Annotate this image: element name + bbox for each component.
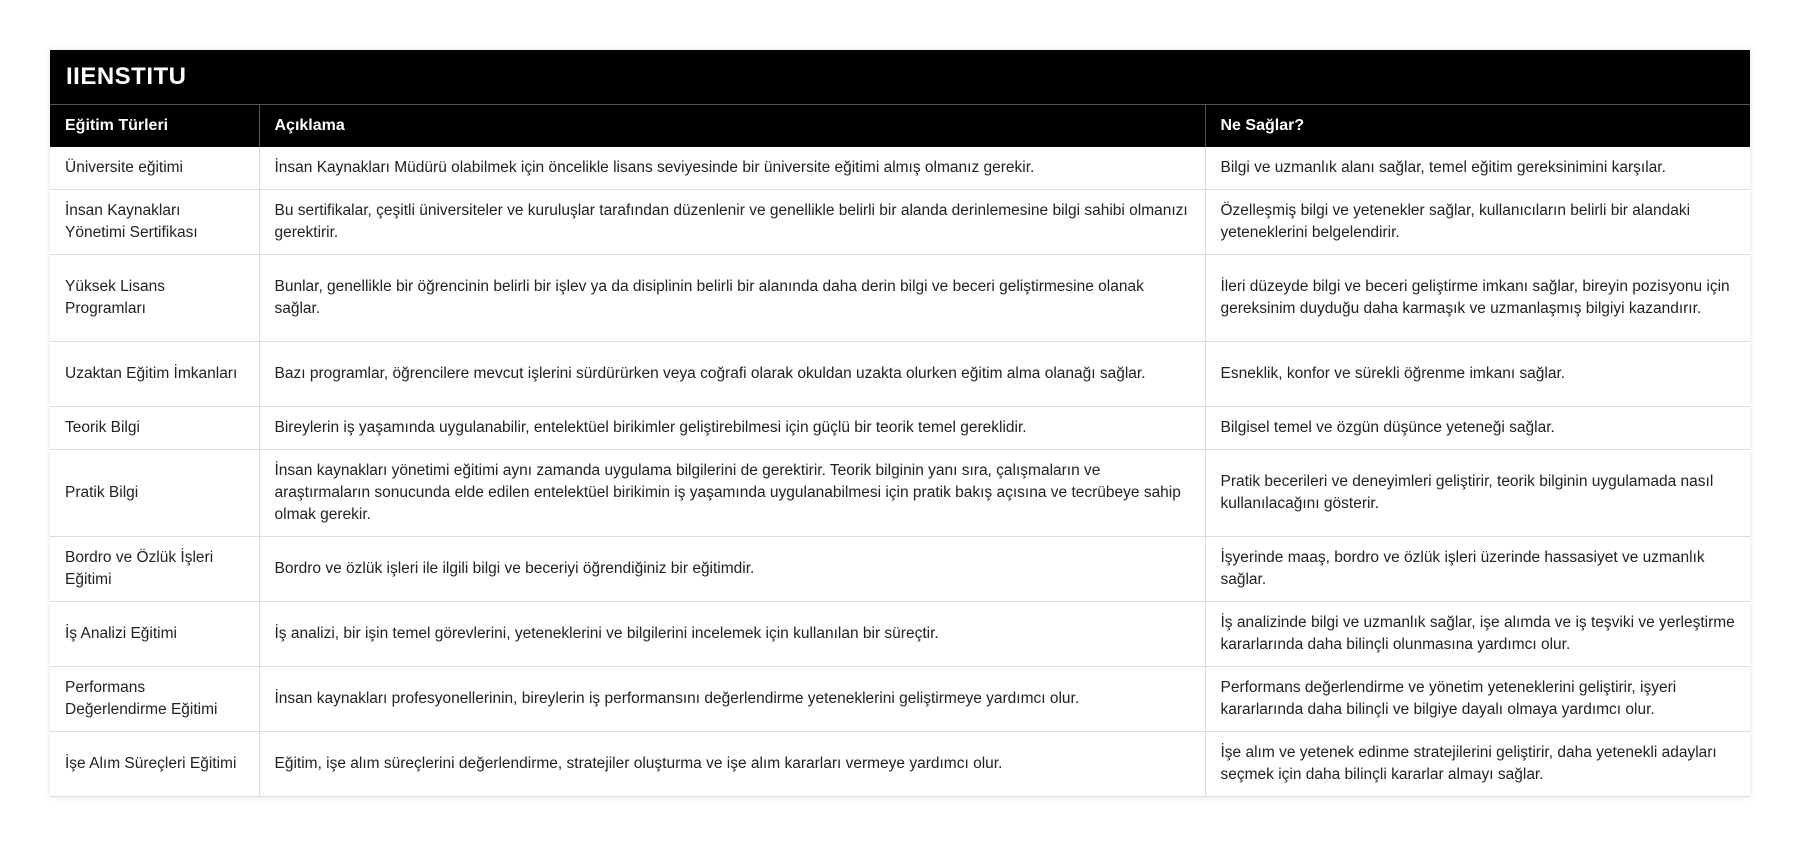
- cell-description: İnsan kaynakları profesyonellerinin, bireylerin iş performansını değerlendirme yeteneklerini geliştirmeye yardımcı olur.: [259, 667, 1205, 732]
- cell-type: Üniversite eğitimi: [50, 147, 259, 190]
- cell-description: Bordro ve özlük işleri ile ilgili bilgi ve beceriyi öğrendiğiniz bir eğitimdir.: [259, 537, 1205, 602]
- brand-title: IIENSTITU: [50, 50, 1750, 104]
- column-header-description: Açıklama: [259, 105, 1205, 148]
- table-row: [50, 537, 1750, 602]
- cell-type: Performans Değerlendirme Eğitimi: [50, 667, 259, 732]
- cell-type: Yüksek Lisans Programları: [50, 255, 259, 342]
- cell-benefit: İşyerinde maaş, bordro ve özlük işleri üzerinde hassasiyet ve uzmanlık sağlar.: [1205, 537, 1750, 602]
- table-card: [50, 50, 1750, 797]
- cell-description: Bazı programlar, öğrencilere mevcut işlerini sürdürürken veya coğrafi olarak okuldan uzakta olurken eğitim alma olanağı sağlar.: [259, 342, 1205, 407]
- cell-benefit: Pratik becerileri ve deneyimleri geliştirir, teorik bilginin uygulamada nasıl kullanılacağını gösterir.: [1205, 450, 1750, 537]
- column-header-type: Eğitim Türleri: [50, 105, 259, 148]
- cell-benefit: Performans değerlendirme ve yönetim yeteneklerini geliştirir, işyeri kararlarında daha bilinçli ve bilgiye dayalı olmaya yardımcı olur.: [1205, 667, 1750, 732]
- cell-type: Bordro ve Özlük İşleri Eğitimi: [50, 537, 259, 602]
- cell-benefit: Bilgi ve uzmanlık alanı sağlar, temel eğitim gereksinimini karşılar.: [1205, 147, 1750, 190]
- table-row: [50, 732, 1750, 797]
- cell-type: Teorik Bilgi: [50, 407, 259, 450]
- cell-benefit: Esneklik, konfor ve sürekli öğrenme imkanı sağlar.: [1205, 342, 1750, 407]
- cell-description: Bireylerin iş yaşamında uygulanabilir, entelektüel birikimler geliştirebilmesi için güçlü bir teorik temel gereklidir.: [259, 407, 1205, 450]
- cell-description: İş analizi, bir işin temel görevlerini, yeteneklerini ve bilgilerini incelemek için kullanılan bir süreçtir.: [259, 602, 1205, 667]
- column-header-benefit: Ne Sağlar?: [1205, 105, 1750, 148]
- cell-type: İş Analizi Eğitimi: [50, 602, 259, 667]
- table-row: [50, 190, 1750, 255]
- table-row: [50, 342, 1750, 407]
- table-row: [50, 450, 1750, 537]
- table-row: [50, 602, 1750, 667]
- cell-description: İnsan Kaynakları Müdürü olabilmek için öncelikle lisans seviyesinde bir üniversite eğitimi almış olmanız gerekir.: [259, 147, 1205, 190]
- cell-description: İnsan kaynakları yönetimi eğitimi aynı zamanda uygulama bilgilerini de gerektirir. Teorik bilginin yanı sıra, çalışmaların ve araştırmaların sonucunda elde edilen entelektüel birikimin iş yaşamında uygulanabilmesi için pratik bakış açısına ve tecrübeye sahip olmak gerekir.: [259, 450, 1205, 537]
- cell-benefit: Özelleşmiş bilgi ve yetenekler sağlar, kullanıcıların belirli bir alandaki yeteneklerini belgelendirir.: [1205, 190, 1750, 255]
- table-row: [50, 407, 1750, 450]
- table-row: [50, 147, 1750, 190]
- cell-benefit: İş analizinde bilgi ve uzmanlık sağlar, işe alımda ve iş teşviki ve yerleştirme kararlarında daha bilinçli olunmasına yardımcı olur.: [1205, 602, 1750, 667]
- table-row: [50, 667, 1750, 732]
- cell-description: Eğitim, işe alım süreçlerini değerlendirme, stratejiler oluşturma ve işe alım kararları vermeye yardımcı olur.: [259, 732, 1205, 797]
- cell-description: Bu sertifikalar, çeşitli üniversiteler ve kuruluşlar tarafından düzenlenir ve genellikle belirli bir alanda derinlemesine bilgi sahibi olmanızı gerektirir.: [259, 190, 1205, 255]
- education-table: [50, 104, 1750, 797]
- cell-type: Pratik Bilgi: [50, 450, 259, 537]
- cell-benefit: Bilgisel temel ve özgün düşünce yeteneği sağlar.: [1205, 407, 1750, 450]
- table-row: [50, 255, 1750, 342]
- cell-type: Uzaktan Eğitim İmkanları: [50, 342, 259, 407]
- cell-benefit: İşe alım ve yetenek edinme stratejilerini geliştirir, daha yetenekli adayları seçmek için daha bilinçli kararlar almayı sağlar.: [1205, 732, 1750, 797]
- cell-benefit: İleri düzeyde bilgi ve beceri geliştirme imkanı sağlar, bireyin pozisyonu için gereksinim duyduğu daha karmaşık ve uzmanlaşmış bilgiyi kazandırır.: [1205, 255, 1750, 342]
- cell-type: İşe Alım Süreçleri Eğitimi: [50, 732, 259, 797]
- table-header-row: [50, 105, 1750, 148]
- cell-type: İnsan Kaynakları Yönetimi Sertifikası: [50, 190, 259, 255]
- cell-description: Bunlar, genellikle bir öğrencinin belirli bir işlev ya da disiplinin belirli bir alanında daha derin bilgi ve beceri geliştirmesine olanak sağlar.: [259, 255, 1205, 342]
